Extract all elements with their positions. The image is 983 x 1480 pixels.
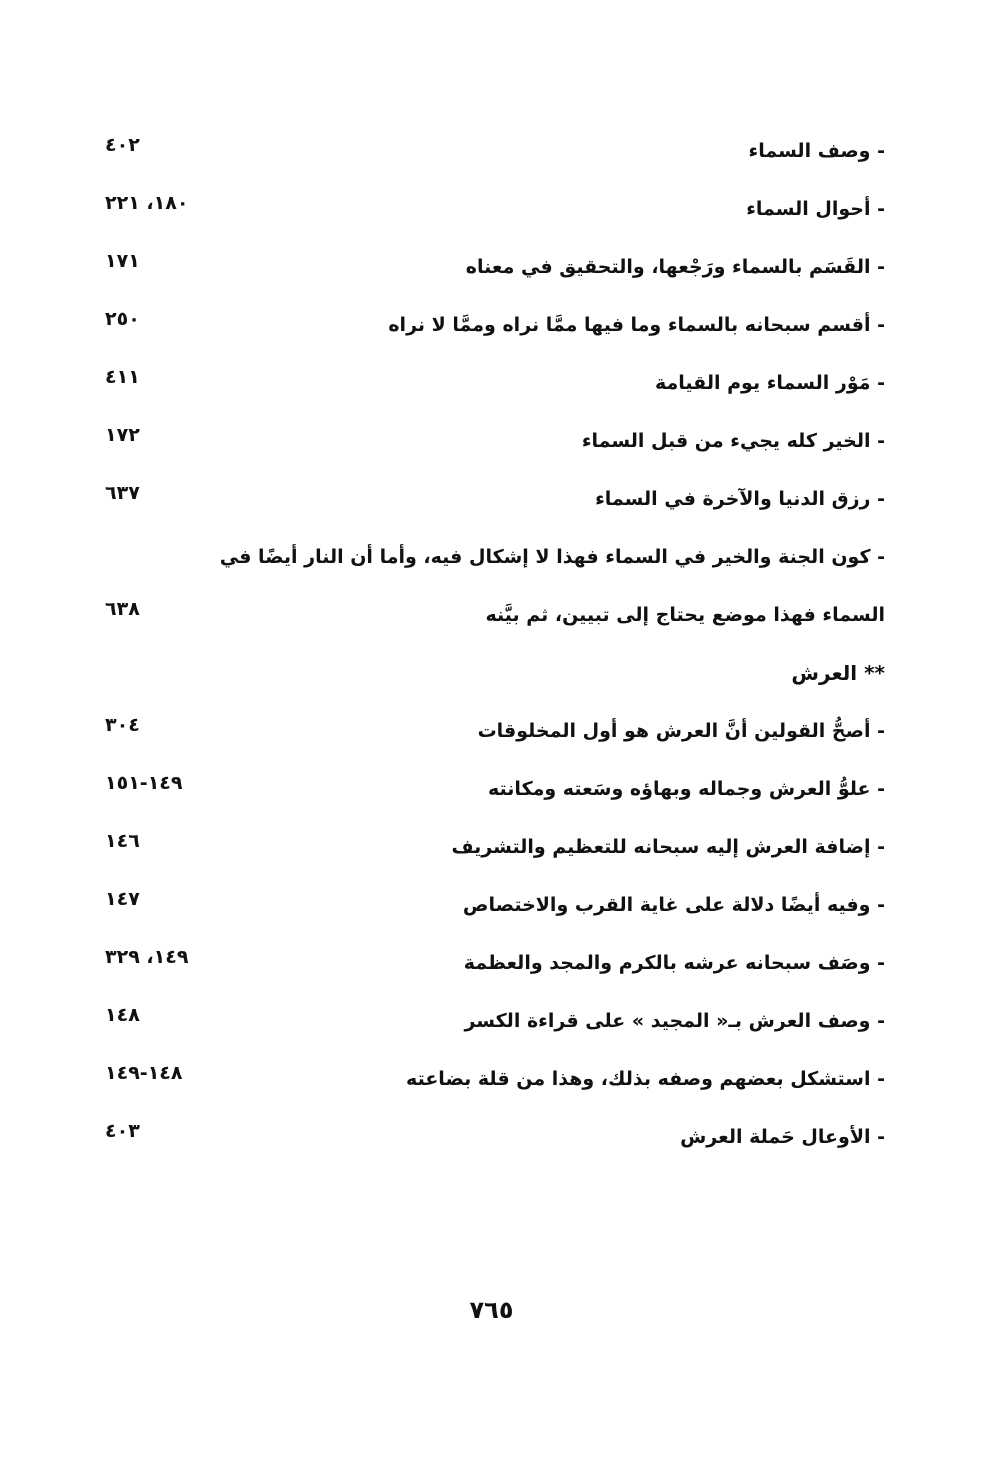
index-entry-row (105, 982, 885, 1040)
index-entry-row (105, 518, 885, 634)
entry-page-refs: ١٤٨-١٤٩ (105, 1062, 183, 1084)
section-heading-row (105, 634, 885, 692)
entry-label: - القَسَم بالسماء ورَجْعها، والتحقيق في معناه (465, 256, 885, 278)
index-entry-row (105, 344, 885, 402)
entry-label: - الخير كله يجيء من قبل السماء (581, 430, 885, 452)
page-number: ٧٦٥ (469, 1296, 514, 1324)
index-entry-row (105, 808, 885, 866)
entry-page-refs: ٤١١ (105, 366, 140, 388)
index-entry-row (105, 924, 885, 982)
index-entry-row (105, 286, 885, 344)
index-entry-row (105, 1098, 885, 1156)
index-entry-row (105, 112, 885, 170)
index-entry-row (105, 402, 885, 460)
entry-page-refs: ٦٣٨ (105, 598, 140, 620)
entry-page-refs: ٦٣٧ (105, 482, 140, 504)
entry-label: - وصف العرش بـ« المجيد » على قراءة الكسر (464, 1010, 885, 1032)
index-entry-row (105, 750, 885, 808)
index-entry-row (105, 1040, 885, 1098)
entry-label: - أصحُّ القولين أنَّ العرش هو أول المخلوقات (477, 720, 885, 742)
entry-page-refs: ١٧١ (105, 250, 140, 272)
entry-label: - كون الجنة والخير في السماء فهذا لا إشكال فيه، وأما أن النار أيضًا في السماء فهذا موضع يحتاج إلى تبيين، ثم بيَّنه (219, 546, 885, 626)
index-entries-list (105, 112, 885, 1156)
index-entry-row (105, 170, 885, 228)
entry-page-refs: ١٤٦ (105, 830, 140, 852)
entry-label: - وصف السماء (748, 140, 885, 162)
entry-page-refs: ١٤٩-١٥١ (105, 772, 183, 794)
entry-page-refs: ١٤٩، ٣٢٩ (105, 946, 189, 968)
entry-page-refs: ٢٥٠ (105, 308, 140, 330)
entry-label: - أقسم سبحانه بالسماء وما فيها ممَّا نراه وممَّا لا نراه (388, 314, 885, 336)
entry-label: - استشكل بعضهم وصفه بذلك، وهذا من قلة بضاعته (406, 1068, 885, 1090)
index-entry-row (105, 866, 885, 924)
entry-label: - مَوْر السماء يوم القيامة (655, 372, 885, 394)
entry-label: - إضافة العرش إليه سبحانه للتعظيم والتشريف (451, 836, 885, 858)
entry-label: - أحوال السماء (746, 198, 885, 220)
entry-label: - وصَف سبحانه عرشه بالكرم والمجد والعظمة (463, 952, 885, 974)
entry-page-refs: ١٤٧ (105, 888, 140, 910)
index-entry-row (105, 228, 885, 286)
entry-label: - وفيه أيضًا دلالة على غاية القرب والاختصاص (462, 894, 885, 916)
entry-label: - رزق الدنيا والآخرة في السماء (595, 488, 885, 510)
entry-page-refs: ٤٠٢ (105, 134, 140, 156)
entry-label: - علوُّ العرش وجماله وبهاؤه وسَعته ومكانته (488, 778, 885, 800)
index-entry-row (105, 692, 885, 750)
index-entry-row (105, 460, 885, 518)
entry-page-refs: ١٧٢ (105, 424, 140, 446)
entry-label: - الأوعال حَملة العرش (680, 1126, 885, 1148)
entry-page-refs: ١٨٠، ٢٢١ (105, 192, 189, 214)
entry-page-refs: ١٤٨ (105, 1004, 140, 1026)
entry-page-refs: ٤٠٣ (105, 1120, 140, 1142)
entry-page-refs: ٣٠٤ (105, 714, 140, 736)
section-heading: ** العرش (791, 661, 885, 685)
